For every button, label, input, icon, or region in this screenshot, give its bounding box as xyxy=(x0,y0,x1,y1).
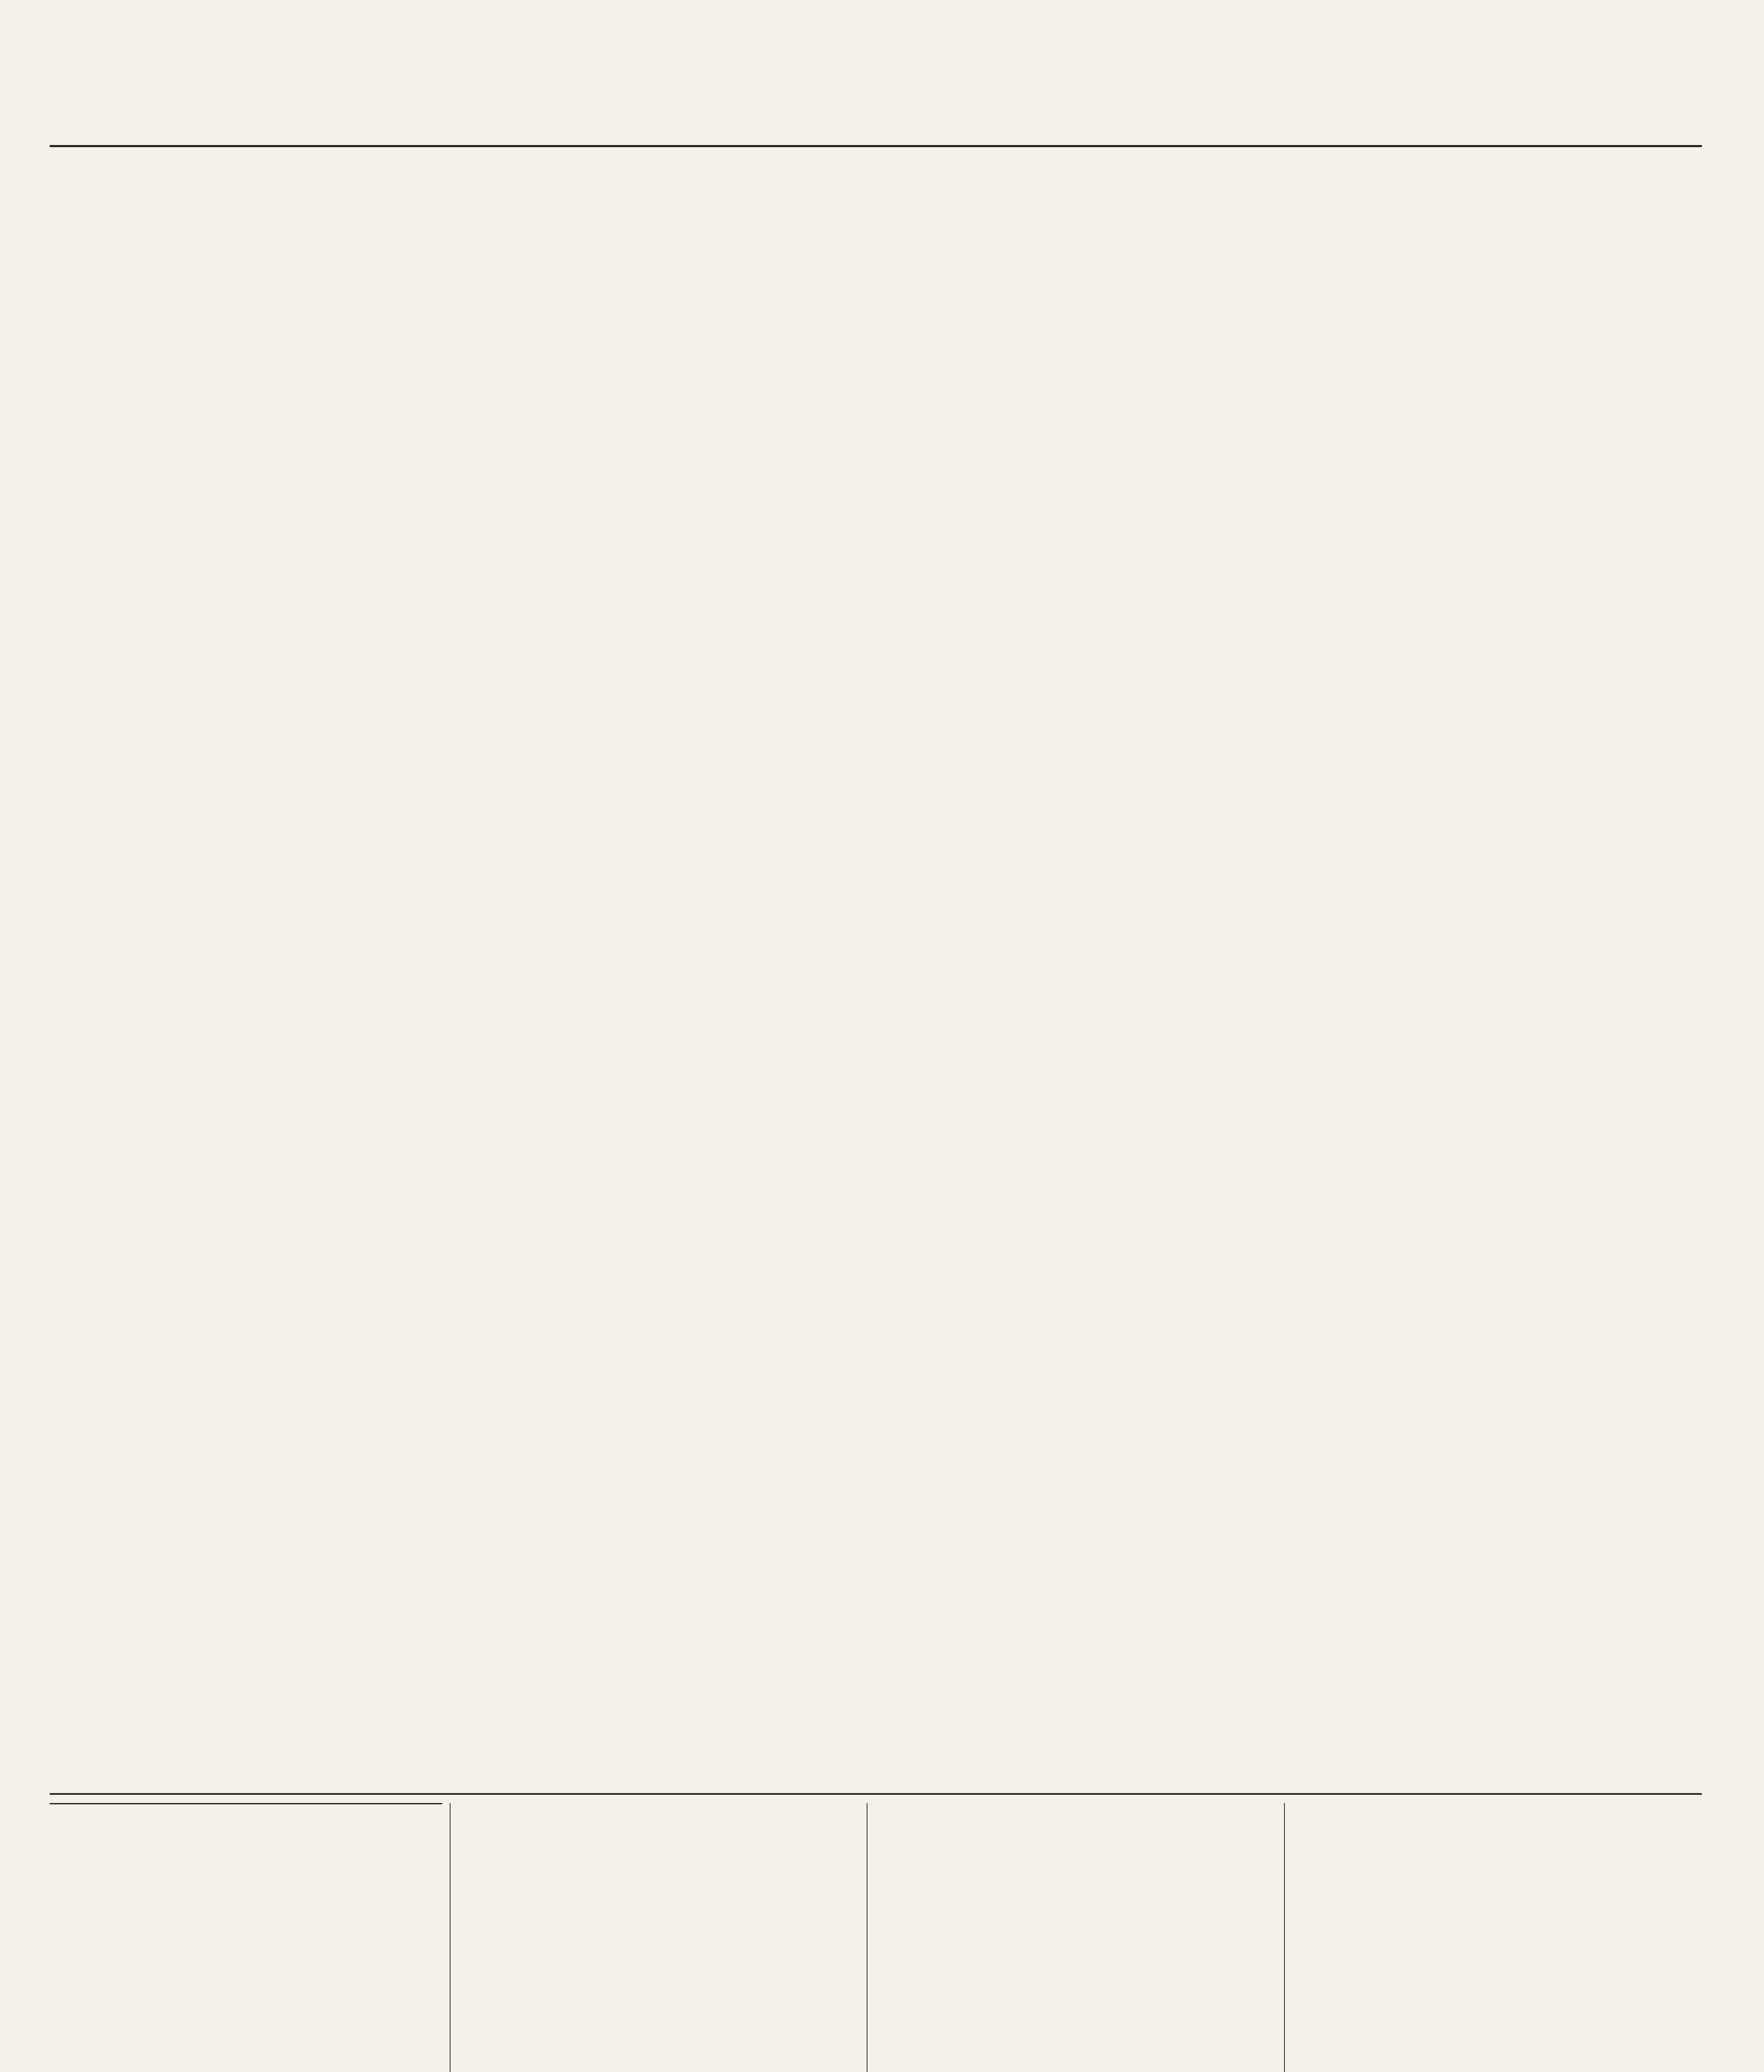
serial-header xyxy=(50,1803,442,1804)
serial-column xyxy=(884,1803,1285,2072)
serial-column xyxy=(50,1803,451,2072)
serial-section xyxy=(50,1795,1702,2072)
page-header xyxy=(50,104,1702,147)
serial-title xyxy=(50,1803,442,1804)
serial-column xyxy=(1301,1803,1702,2072)
serial-column xyxy=(467,1803,868,2072)
news-section xyxy=(50,147,1702,1795)
